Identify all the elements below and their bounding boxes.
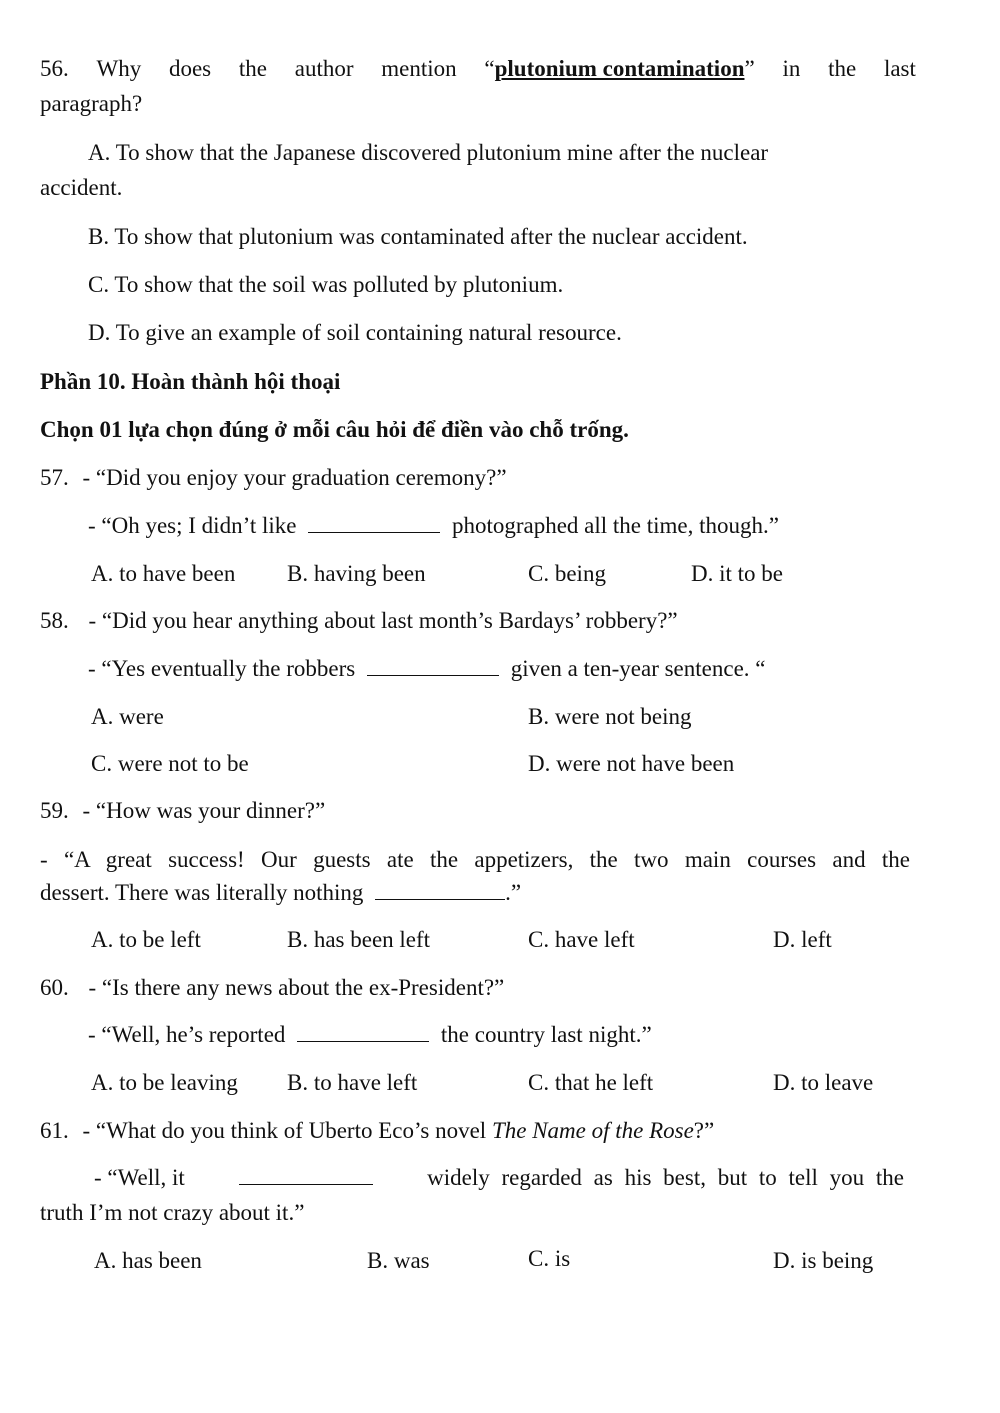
q59-option-d: D. left — [773, 927, 832, 952]
q61-line3: truth I’m not crazy about it.” — [40, 1200, 305, 1225]
q58-line2 — [88, 656, 766, 682]
q59-line3-after: .” — [505, 880, 522, 905]
q57-number: 57. — [40, 465, 69, 490]
q61-prompt-after: ?” — [693, 1118, 715, 1143]
q56-word-last: last — [883, 56, 916, 81]
q56-number: 56. — [40, 56, 69, 81]
q57-line2-before: - “Oh yes; I didn’t like — [88, 513, 297, 538]
q59-option-a: A. to be left — [91, 927, 201, 952]
q58-line2-before: - “Yes eventually the robbers — [88, 656, 356, 681]
q60-line2-after: the country last night.” — [440, 1022, 652, 1047]
q61-blank — [239, 1183, 373, 1185]
q59-line3-before: dessert. There was literally nothing — [40, 880, 364, 905]
q57-option-c: C. being — [528, 561, 606, 586]
q58-number: 58. — [40, 608, 69, 633]
q61-option-c: C. is — [528, 1246, 571, 1271]
q60-blank — [297, 1040, 429, 1042]
q60-line1 — [40, 975, 504, 1001]
q58-line1 — [40, 608, 678, 634]
q57-option-d: D. it to be — [691, 561, 783, 586]
q57-option-b: B. having been — [287, 561, 426, 586]
q56-option-d: D. To give an example of soil containing natural resource. — [88, 320, 622, 345]
q59-line3 — [40, 880, 521, 906]
q61-option-b: B. was — [367, 1248, 430, 1273]
q61-prompt-before: - “What do you think of Uberto Eco’s novel — [82, 1118, 492, 1143]
section-title: Phần 10. Hoàn thành hội thoại — [40, 369, 341, 394]
q60-line2-before: - “Well, he’s reported — [88, 1022, 286, 1047]
q57-option-a: A. to have been — [91, 561, 236, 586]
q58-line2-after: given a ten-year sentence. “ — [510, 656, 766, 681]
q57-line2-after: photographed all the time, though.” — [451, 513, 779, 538]
q58-option-a: A. were — [91, 704, 164, 729]
q60-option-a: A. to be leaving — [91, 1070, 238, 1095]
q56-word-the2: the — [828, 56, 857, 81]
q59-option-c: C. have left — [528, 927, 635, 952]
q57-prompt: - “Did you enjoy your graduation ceremony?” — [82, 465, 507, 490]
q56-option-a-line1: A. To show that the Japanese discovered plutonium mine after the nuclear — [88, 140, 769, 165]
q61-novel-title: The Name of the Rose — [491, 1118, 694, 1143]
q59-line1 — [40, 798, 325, 824]
q56-word-mention: mention — [381, 56, 457, 81]
q59-prompt: - “How was your dinner?” — [82, 798, 326, 823]
q56-word-the: the — [238, 56, 267, 81]
q61-option-d: D. is being — [773, 1248, 874, 1273]
q58-option-c: C. were not to be — [91, 751, 249, 776]
q58-option-b: B. were not being — [528, 704, 692, 729]
q57-line2 — [88, 513, 779, 539]
section-instruction: Chọn 01 lựa chọn đúng ở mỗi câu hỏi để điền vào chỗ trống. — [40, 417, 629, 442]
q59-number: 59. — [40, 798, 69, 823]
q61-option-a: A. has been — [94, 1248, 202, 1273]
q56-word-does: does — [168, 56, 212, 81]
q56-word-in: in — [782, 56, 801, 81]
q61-line2 — [94, 1165, 904, 1191]
q56-option-a-line2: accident. — [40, 175, 123, 200]
q56-option-c: C. To show that the soil was polluted by plutonium. — [88, 272, 564, 297]
q56-word-why: Why — [96, 56, 142, 81]
q56-stem-cont: paragraph? — [40, 91, 143, 116]
q56-term-wrap: “plutonium contamination” — [484, 56, 755, 81]
q57-blank — [308, 531, 440, 533]
q57-line1 — [40, 465, 507, 491]
q60-option-c: C. that he left — [528, 1070, 654, 1095]
q58-prompt: - “Did you hear anything about last month’s Bardays’ robbery?” — [88, 608, 678, 633]
q56-option-b: B. To show that plutonium was contaminated after the nuclear accident. — [88, 224, 748, 249]
q61-number: 61. — [40, 1118, 69, 1143]
q58-option-d: D. were not have been — [528, 751, 735, 776]
q60-option-d: D. to leave — [773, 1070, 874, 1095]
q61-line2-before: - “Well, it — [94, 1165, 185, 1190]
q59-blank — [375, 898, 505, 900]
q60-prompt: - “Is there any news about the ex-President?” — [88, 975, 505, 1000]
q60-number: 60. — [40, 975, 69, 1000]
q61-line1 — [40, 1118, 714, 1144]
q59-line2: - “A great success! Our guests ate the appetizers, the two main courses and the — [40, 847, 910, 872]
q61-line2-after: widely regarded as his best, but to tell you the — [427, 1165, 904, 1190]
q58-blank — [367, 674, 499, 676]
q60-option-b: B. to have left — [287, 1070, 418, 1095]
q60-line2 — [88, 1022, 652, 1048]
q56-word-author: author — [294, 56, 354, 81]
q59-option-b: B. has been left — [287, 927, 431, 952]
q56-term: plutonium contamination — [494, 56, 745, 81]
q56-stem — [40, 56, 916, 82]
